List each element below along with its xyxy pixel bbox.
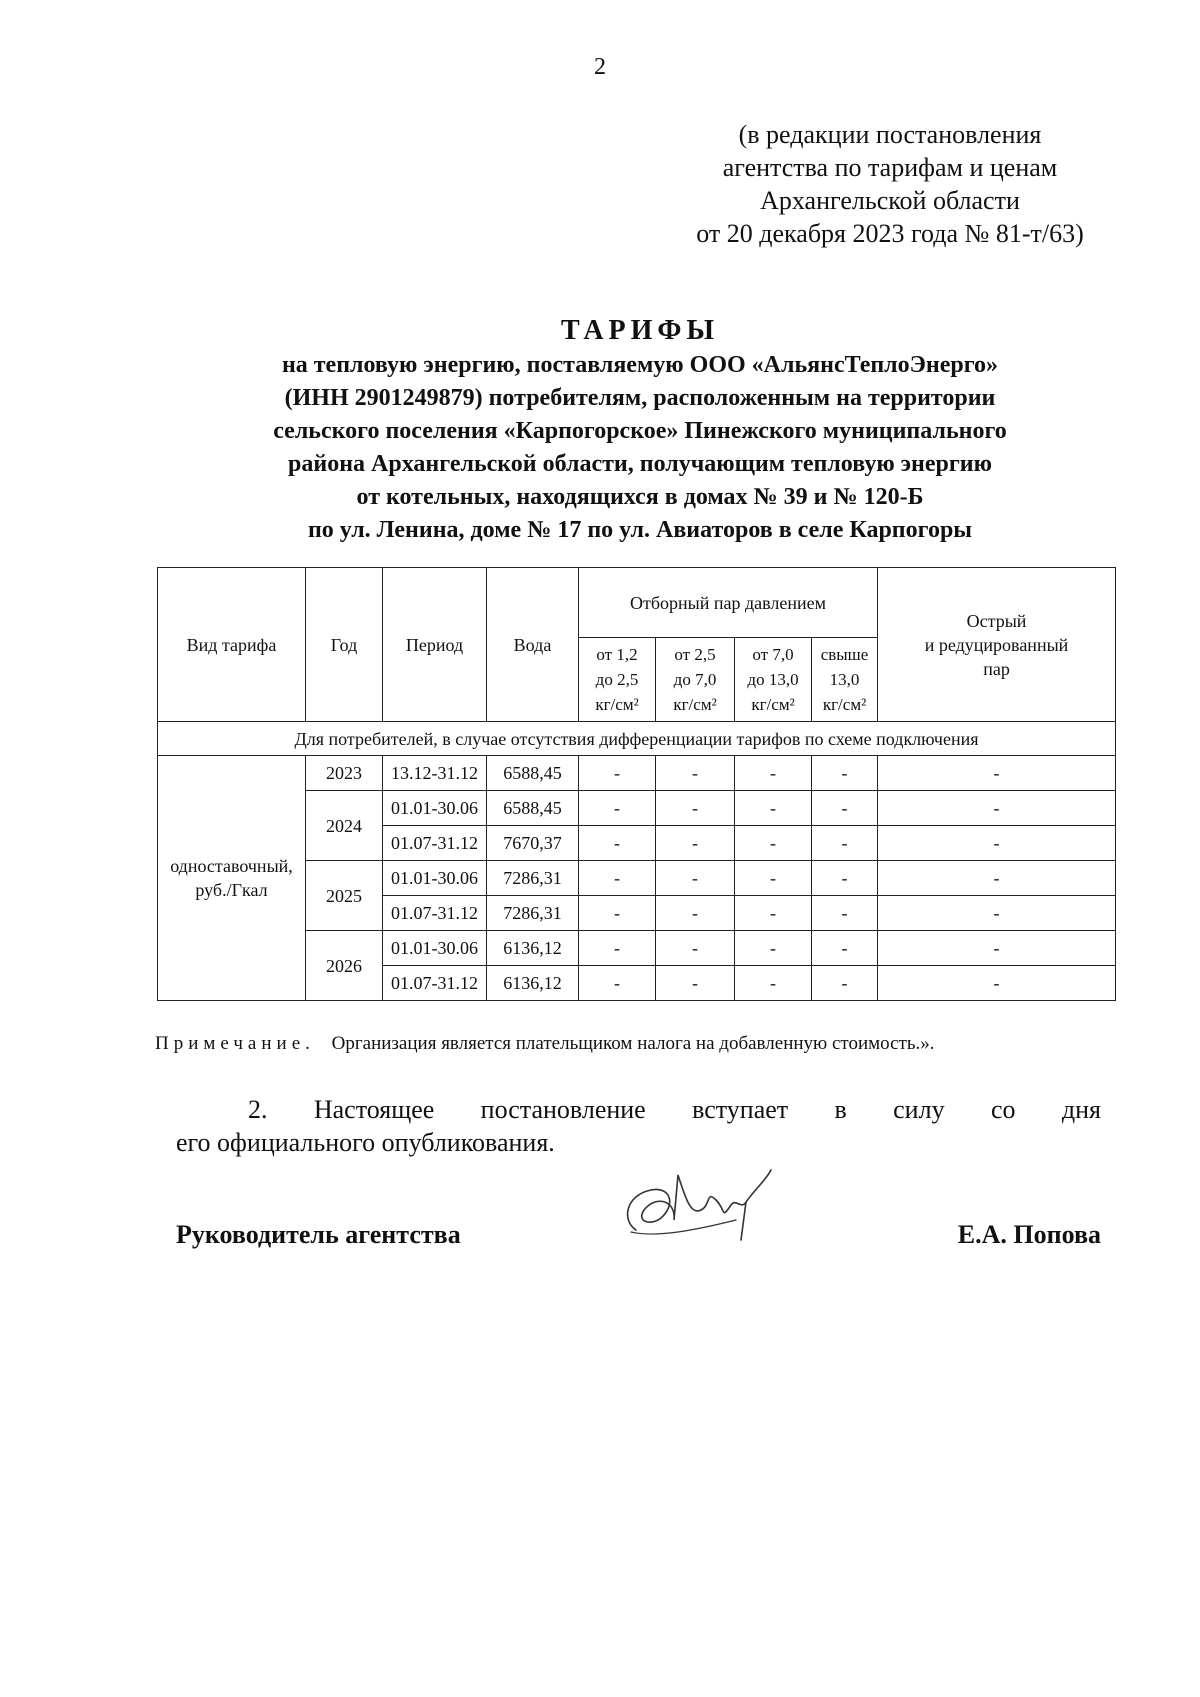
table-section-title: Для потребителей, в случае отсутствия дифференциации тарифов по схеме подключения <box>158 722 1116 756</box>
steam-cell: - <box>735 756 812 791</box>
paragraph-2 <box>176 1093 1101 1159</box>
edition-line: агентства по тарифам и ценам <box>722 153 1058 182</box>
period-cell: 01.01-30.06 <box>383 931 487 966</box>
edition-note <box>660 118 1120 250</box>
header-sharp-steam <box>878 568 1116 722</box>
steam-cell: - <box>812 931 878 966</box>
steam-cell: - <box>579 756 656 791</box>
edition-line: Архангельской области <box>760 186 1020 215</box>
steam-cell: - <box>579 931 656 966</box>
water-cell: 6588,45 <box>487 756 579 791</box>
water-cell: 7286,31 <box>487 861 579 896</box>
period-cell: 01.01-30.06 <box>383 861 487 896</box>
edition-line: от 20 декабря 2023 года № 81-т/63) <box>696 219 1084 248</box>
tariff-table <box>157 567 1116 1001</box>
title-line: сельского поселения «Карпогорское» Пинежского муниципального <box>273 418 1007 444</box>
handwritten-signature <box>616 1160 786 1260</box>
year-cell: 2026 <box>306 931 383 1001</box>
table-row <box>158 756 1116 791</box>
signer-name: Е.А. Попова <box>957 1220 1101 1249</box>
title-line: по ул. Ленина, доме № 17 по ул. Авиаторов в селе Карпогоры <box>307 517 973 543</box>
header-steam-line: от 2,5 <box>674 645 716 664</box>
paragraph-word: 2. <box>248 1095 268 1124</box>
year-cell: 2025 <box>306 861 383 931</box>
header-sharp-line: и редуцированный <box>924 634 1069 655</box>
header-steam-group: Отборный пар давлением <box>579 568 878 638</box>
tariff-type-line: руб./Гкал <box>195 880 268 900</box>
steam-cell: - <box>656 896 735 931</box>
period-cell: 01.01-30.06 <box>383 791 487 826</box>
steam-cell: - <box>812 756 878 791</box>
tariff-type-cell <box>158 756 306 1001</box>
title-line: района Архангельской области, получающим тепловую энергию <box>288 451 992 477</box>
title-subtitle <box>150 349 1130 547</box>
steam-cell: - <box>812 896 878 931</box>
steam-cell: - <box>735 791 812 826</box>
year-cell: 2024 <box>306 791 383 861</box>
header-steam-3 <box>735 638 812 722</box>
title-line: на тепловую энергию, поставляемую ООО «АльянсТеплоЭнерго» <box>281 352 999 378</box>
steam-cell: - <box>656 931 735 966</box>
header-tariff-type: Вид тарифа <box>158 568 306 722</box>
steam-cell: - <box>579 966 656 1001</box>
header-steam-1 <box>579 638 656 722</box>
paragraph-word: дня <box>1061 1095 1101 1124</box>
steam-cell: - <box>579 896 656 931</box>
header-water: Вода <box>487 568 579 722</box>
steam-cell: - <box>735 931 812 966</box>
steam-cell: - <box>656 966 735 1001</box>
sharp-steam-cell: - <box>878 861 1116 896</box>
header-steam-line: кг/см² <box>673 695 717 714</box>
sharp-steam-cell: - <box>878 826 1116 861</box>
steam-cell: - <box>812 791 878 826</box>
period-cell: 01.07-31.12 <box>383 896 487 931</box>
signer-title: Руководитель агентства <box>176 1220 461 1249</box>
sharp-steam-cell: - <box>878 791 1116 826</box>
steam-cell: - <box>735 826 812 861</box>
steam-cell: - <box>656 756 735 791</box>
header-steam-line: от 7,0 <box>752 645 794 664</box>
footnote <box>155 1033 1115 1055</box>
title-line: от котельных, находящихся в домах № 39 и № 120-Б <box>356 484 924 510</box>
header-sharp-line: Острый <box>966 610 1027 631</box>
steam-cell: - <box>812 861 878 896</box>
header-steam-line: кг/см² <box>751 695 795 714</box>
steam-cell: - <box>579 791 656 826</box>
header-steam-line: кг/см² <box>595 695 639 714</box>
paragraph-word: Настоящее <box>313 1095 435 1124</box>
steam-cell: - <box>656 826 735 861</box>
steam-cell: - <box>656 861 735 896</box>
steam-cell: - <box>812 826 878 861</box>
water-cell: 7286,31 <box>487 896 579 931</box>
steam-cell: - <box>735 861 812 896</box>
water-cell: 6136,12 <box>487 931 579 966</box>
title-line: (ИНН 2901249879) потребителям, расположенным на территории <box>284 385 996 411</box>
header-steam-line: свыше <box>820 645 869 664</box>
header-steam-line: от 1,2 <box>596 645 638 664</box>
period-cell: 13.12-31.12 <box>383 756 487 791</box>
sharp-steam-cell: - <box>878 966 1116 1001</box>
period-cell: 01.07-31.12 <box>383 966 487 1001</box>
sharp-steam-cell: - <box>878 931 1116 966</box>
water-cell: 6588,45 <box>487 791 579 826</box>
paragraph-word: вступает <box>692 1095 789 1124</box>
header-steam-line: кг/см² <box>822 695 867 714</box>
water-cell: 6136,12 <box>487 966 579 1001</box>
header-steam-2 <box>656 638 735 722</box>
sharp-steam-cell: - <box>878 756 1116 791</box>
header-steam-line: 13,0 <box>829 670 860 689</box>
paragraph-word: в <box>834 1095 847 1124</box>
paragraph-word: со <box>990 1095 1016 1124</box>
paragraph-word: постановление <box>480 1095 646 1124</box>
header-steam-4 <box>812 638 878 722</box>
header-sharp-line: пар <box>983 658 1010 679</box>
tariff-type-line: одноставочный, <box>170 856 293 876</box>
steam-cell: - <box>735 966 812 1001</box>
footnote-label: Примечание. <box>155 1033 315 1054</box>
year-cell: 2023 <box>306 756 383 791</box>
footnote-text: Организация является плательщиком налога на добавленную стоимость.». <box>331 1033 935 1054</box>
steam-cell: - <box>579 861 656 896</box>
water-cell: 7670,37 <box>487 826 579 861</box>
header-steam-line: до 13,0 <box>747 670 799 689</box>
header-year: Год <box>306 568 383 722</box>
header-steam-line: до 2,5 <box>595 670 639 689</box>
steam-cell: - <box>656 791 735 826</box>
page-number: 2 <box>594 54 606 80</box>
steam-cell: - <box>579 826 656 861</box>
steam-cell: - <box>735 896 812 931</box>
period-cell: 01.07-31.12 <box>383 826 487 861</box>
document-title <box>150 313 1130 547</box>
paragraph-line: его официального опубликования. <box>176 1128 555 1157</box>
paragraph-word: силу <box>893 1095 945 1124</box>
header-steam-line: до 7,0 <box>673 670 717 689</box>
edition-line: (в редакции постановления <box>738 120 1042 149</box>
title-main: ТАРИФЫ <box>561 315 719 346</box>
sharp-steam-cell: - <box>878 896 1116 931</box>
header-period: Период <box>383 568 487 722</box>
paragraph-line <box>176 1093 1101 1126</box>
steam-cell: - <box>812 966 878 1001</box>
